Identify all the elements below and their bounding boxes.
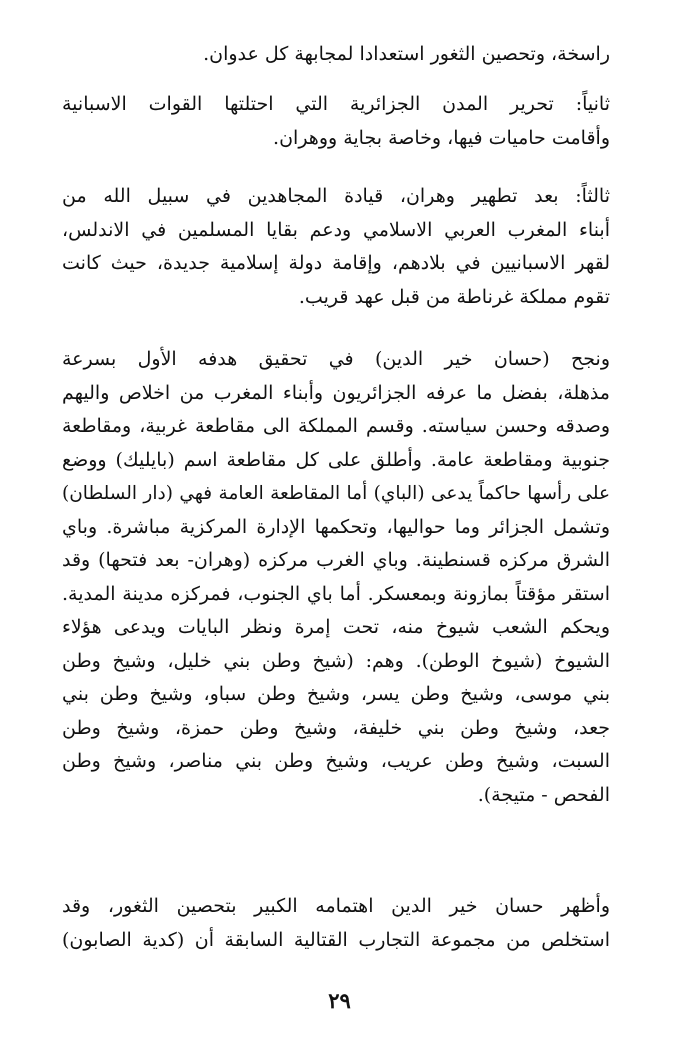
paragraph-4 (62, 343, 610, 812)
text-line: وأظهر حسان خير الدين اهتمامه الكبير بتحصين الثغور، وقد (62, 895, 610, 917)
text-line: وأقامت حاميات فيها، وخاصة بجاية ووهران. (273, 126, 610, 149)
text-line: استقر مؤقتاً بمازونة وبمعسكر. أما باي الجنوب، فمركزه مدينة المدية. (62, 582, 610, 605)
paragraph-3 (62, 180, 610, 314)
text-line: ويحكم الشعب شيوخ منه، تحت إمرة ونظر البايات ويدعى هؤلاء (62, 616, 610, 638)
text-line: وتشمل الجزائر وما حواليها، وتحكمها الإدارة المركزية مباشرة. وباي (62, 515, 610, 538)
page-number: ٢٩ (328, 988, 351, 1013)
paragraph-1 (62, 38, 610, 72)
text-line: ونجح (حسان خير الدين) في تحقيق هدفه الأول بسرعة (62, 348, 610, 370)
text-line: راسخة، وتحصين الثغور استعدادا لمجابهة كل عدوان. (203, 43, 610, 65)
text-line: بني موسى، وشيخ وطن يسر، وشيخ وطن سباو، وشيخ وطن بني (62, 683, 610, 705)
text-line: جنوبية ومقاطعة عامة. وأطلق على كل مقاطعة اسم (بايليك) ووضع (62, 448, 610, 471)
paragraph-2 (62, 88, 610, 155)
text-line: السبت، وشيخ وطن عريب، وشيخ وطن بني مناصر، وشيخ وطن (62, 750, 610, 772)
text-line: الشيوخ (شيوخ الوطن). وهم: (شيخ وطن بني خليل، وشيخ وطن (62, 649, 610, 672)
text-line: مذهلة، بفضل ما عرفه الجزائريون وأبناء المغرب من اخلاص واليهم (62, 381, 610, 404)
text-line: لقهر الاسبانيين في بلادهم، وإقامة دولة إسلامية جديدة، حيث كانت (62, 252, 610, 274)
text-line: ثانياً: تحرير المدن الجزائرية التي احتلتها القوات الاسبانية (62, 93, 610, 115)
text-line: على رأسها حاكماً يدعى (الباي) أما المقاطعة العامة فهي (دار السلطان) (62, 483, 610, 504)
text-line: جعد، وشيخ وطن بني خليفة، وشيخ وطن حمزة، وشيخ وطن (62, 716, 610, 739)
text-line: وصدقه وحسن سياسته. وقسم المملكة الى مقاطعة غربية، ومقاطعة (62, 415, 610, 437)
text-line: الشرق مركزه قسنطينة. وباي الغرب مركزه (وهران- بعد فتحها) وقد (62, 549, 610, 571)
paragraph-5 (62, 890, 610, 957)
text-line: ثالثاً: بعد تطهير وهران، قيادة المجاهدين في سبيل الله من (62, 185, 610, 207)
text-line: أبناء المغرب العربي الاسلامي ودعم بقايا المسلمين في الاندلس، (62, 218, 610, 241)
text-line: الفحص - متيجة). (477, 783, 610, 806)
text-line: استخلص من مجموعة التجارب القتالية السابقة أن (كدية الصابون) (62, 928, 610, 951)
text-line: تقوم مملكة غرناطة من قبل عهد قريب. (298, 285, 610, 308)
